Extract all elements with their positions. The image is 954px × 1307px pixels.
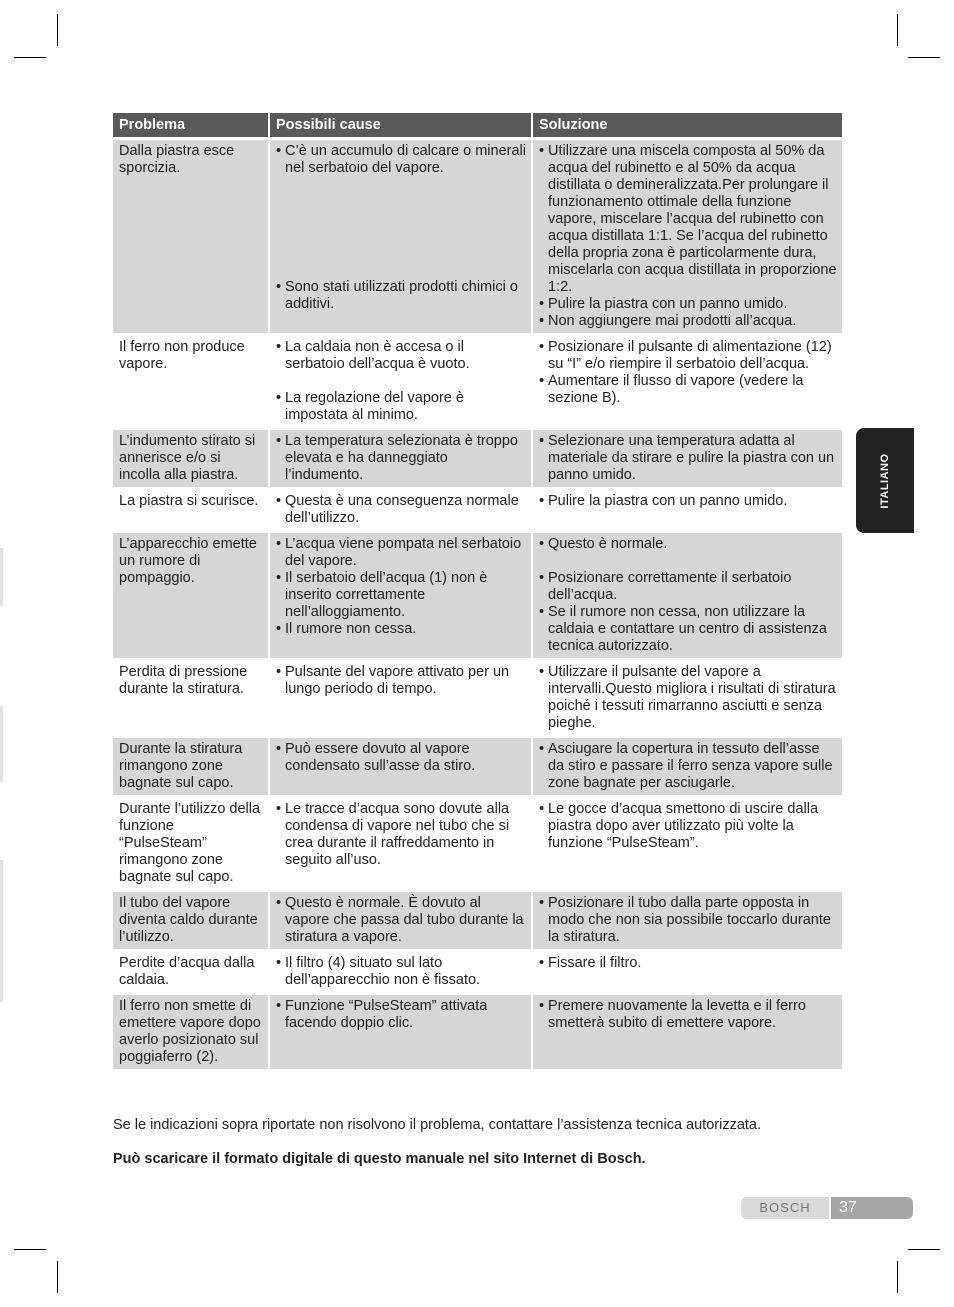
crop-mark xyxy=(57,1261,58,1293)
bullet-icon: • xyxy=(276,390,282,406)
bullet-item xyxy=(276,895,527,946)
bullet-text: Funzione “PulseSteam” attivata facendo doppio clic. xyxy=(285,998,488,1031)
language-tab-label: ITALIANO xyxy=(879,452,891,509)
cause-cell xyxy=(268,995,531,1069)
solution-cell xyxy=(531,336,842,427)
cause-cell xyxy=(268,661,531,735)
bullet-icon: • xyxy=(539,536,545,552)
bullet-icon: • xyxy=(539,493,545,509)
bullet-text: Sono stati utilizzati prodotti chimici o additivi. xyxy=(285,279,518,312)
cause-cell xyxy=(268,892,531,949)
bullet-item xyxy=(539,296,838,313)
table-row xyxy=(113,798,842,889)
edge-strip xyxy=(0,860,3,1002)
table-row xyxy=(113,952,842,992)
table-row xyxy=(113,533,842,658)
problem-cell: L’indumento stirato si annerisce e/o si incolla alla piastra. xyxy=(119,433,256,483)
troubleshooting-table xyxy=(113,113,842,1072)
solution-cell xyxy=(531,140,842,333)
bullet-item xyxy=(539,339,838,373)
problem-cell: Il ferro non produce vapore. xyxy=(119,339,245,372)
solution-cell xyxy=(531,798,842,889)
bullet-text: C’è un accumulo di calcare o minerali nel serbatoio del vapore. xyxy=(285,143,526,176)
bullet-item xyxy=(539,801,838,852)
problem-cell: Durante la stiratura rimangono zone bagnate sul capo. xyxy=(119,741,243,791)
bullet-text: Posizionare il tubo dalla parte opposta in modo che non sia possibile toccarlo durante la stiratura. xyxy=(548,895,831,945)
crop-mark xyxy=(908,57,940,58)
bullet-item xyxy=(539,373,838,407)
bullet-text: Asciugare la copertura in tessuto dell’asse da stiro e passare il ferro senza vapore sulle zone bagnate per asciugarle. xyxy=(548,741,833,791)
bullet-text: Utilizzare una miscela composta al 50% da acqua del rubinetto e al 50% da acqua distillata o demineralizzata.Per prolungare il funzionamento ottimale della funzione vapore, miscelare l’acqua del rubinetto con acqua distillata 1:1. Se l’acqua del rubinetto della propria zona è particolarmente dura, miscelarla con acqua distillata in proporzione 1:2. xyxy=(548,143,837,295)
solution-cell xyxy=(531,995,842,1069)
cause-cell xyxy=(268,140,531,333)
bullet-item xyxy=(539,741,838,792)
table-row xyxy=(113,140,842,333)
bullet-text: Fissare il filtro. xyxy=(548,955,642,971)
bullet-text: Pulire la piastra con un panno umido. xyxy=(548,296,788,312)
solution-cell xyxy=(531,661,842,735)
bullet-item xyxy=(276,998,527,1032)
bullet-text: Utilizzare il pulsante del vapore a intervalli.Questo migliora i risultati di stiratura poiché i tessuti rimarranno asciutti e senza pieghe. xyxy=(548,664,836,731)
bullet-icon: • xyxy=(276,621,282,637)
header-problema: Problema xyxy=(113,113,268,137)
crop-mark xyxy=(897,1261,898,1293)
bullet-spacer xyxy=(276,194,527,211)
bullet-text: Pulire la piastra con un panno umido. xyxy=(548,493,788,509)
bullet-icon: • xyxy=(276,664,282,680)
bullet-text: Le gocce d’acqua smettono di uscire dalla piastra dopo aver utilizzato più volte la funzione “PulseSteam”. xyxy=(548,801,819,851)
bullet-item xyxy=(539,998,838,1032)
bullet-icon: • xyxy=(539,296,545,312)
bullet-icon: • xyxy=(539,604,545,620)
table-row xyxy=(113,490,842,530)
bullet-icon: • xyxy=(539,998,545,1014)
page-number: 37 xyxy=(831,1197,913,1219)
cause-cell xyxy=(268,490,531,530)
bullet-item xyxy=(276,664,527,698)
bullet-item xyxy=(276,536,527,570)
table-row xyxy=(113,430,842,487)
cause-cell xyxy=(268,533,531,658)
bullet-text: Pulsante del vapore attivato per un lungo periodo di tempo. xyxy=(285,664,510,697)
solution-cell xyxy=(531,533,842,658)
bullet-spacer xyxy=(276,373,527,390)
problem-cell: Dalla piastra esce sporcizia. xyxy=(119,143,235,176)
solution-cell xyxy=(531,490,842,530)
problem-cell: Il ferro non smette di emettere vapore dopo averlo posizionato sul poggiaferro (2). xyxy=(119,998,261,1065)
problem-cell: Perdite d’acqua dalla caldaia. xyxy=(119,955,255,988)
problem-cell: Il tubo del vapore diventa caldo durante l’utilizzo. xyxy=(119,895,258,945)
bullet-text: La caldaia non è accesa o il serbatoio dell’acqua è vuoto. xyxy=(285,339,470,372)
bullet-text: Questo è normale. xyxy=(548,536,668,552)
bullet-icon: • xyxy=(276,895,282,911)
bullet-item xyxy=(539,955,838,972)
table-row xyxy=(113,336,842,427)
bullet-icon: • xyxy=(276,433,282,449)
solution-cell xyxy=(531,892,842,949)
bullet-item xyxy=(276,339,527,373)
help-note: Se le indicazioni sopra riportate non risolvono il problema, contattare l’assistenza tecnica autorizzata. xyxy=(113,1117,762,1133)
bullet-icon: • xyxy=(276,741,282,757)
crop-mark xyxy=(897,14,898,46)
bullet-item xyxy=(539,313,838,330)
bullet-icon: • xyxy=(539,741,545,757)
bullet-text: Premere nuovamente la levetta e il ferro smetterà subito di emettere vapore. xyxy=(548,998,806,1031)
header-cause: Possibili cause xyxy=(268,113,531,137)
bullet-icon: • xyxy=(276,998,282,1014)
bullet-text: L’acqua viene pompata nel serbatoio del vapore. xyxy=(285,536,522,569)
bullet-icon: • xyxy=(276,143,282,159)
bullet-icon: • xyxy=(539,895,545,911)
header-soluzione: Soluzione xyxy=(531,113,842,137)
bullet-spacer xyxy=(276,211,527,228)
problem-cell: La piastra si scurisce. xyxy=(119,493,259,509)
crop-mark xyxy=(14,57,46,58)
bullet-icon: • xyxy=(539,339,545,355)
bullet-item xyxy=(539,493,838,510)
bullet-item xyxy=(276,570,527,621)
bullet-icon: • xyxy=(276,339,282,355)
bullet-item xyxy=(539,143,838,296)
bullet-icon: • xyxy=(276,493,282,509)
table-row xyxy=(113,892,842,949)
solution-cell xyxy=(531,738,842,795)
bullet-icon: • xyxy=(276,570,282,586)
bullet-item xyxy=(539,570,838,604)
table-header xyxy=(113,113,842,137)
bullet-text: Non aggiungere mai prodotti all’acqua. xyxy=(548,313,797,329)
bullet-icon: • xyxy=(539,955,545,971)
bullet-icon: • xyxy=(539,664,545,680)
bullet-icon: • xyxy=(276,801,282,817)
bullet-icon: • xyxy=(539,801,545,817)
bullet-item xyxy=(276,955,527,989)
bullet-text: Il serbatoio dell’acqua (1) non è inserito correttamente nell’alloggiamento. xyxy=(285,570,488,620)
bullet-icon: • xyxy=(539,373,545,389)
bullet-spacer xyxy=(276,228,527,245)
bullet-text: Posizionare il pulsante di alimentazione (12) su “I” e/o riempire il serbatoio dell’acqua. xyxy=(548,339,832,372)
problem-cell: L’apparecchio emette un rumore di pompaggio. xyxy=(119,536,257,586)
bullet-text: Aumentare il flusso di vapore (vedere la sezione B). xyxy=(548,373,804,406)
bullet-icon: • xyxy=(276,279,282,295)
table-body xyxy=(113,140,842,1069)
bullet-item xyxy=(276,621,527,638)
bullet-text: Le tracce d’acqua sono dovute alla condensa di vapore nel tubo che si crea durante il raffreddamento in seguito all’uso. xyxy=(285,801,510,868)
crop-mark xyxy=(908,1249,940,1250)
cause-cell xyxy=(268,336,531,427)
edge-strip xyxy=(0,548,3,606)
cause-cell xyxy=(268,738,531,795)
table-row xyxy=(113,995,842,1069)
bullet-icon: • xyxy=(539,313,545,329)
bullet-item xyxy=(539,536,838,553)
bullet-icon: • xyxy=(276,536,282,552)
bullet-item xyxy=(276,433,527,484)
bullet-text: Può essere dovuto al vapore condensato sull’asse da stiro. xyxy=(285,741,476,774)
bullet-item xyxy=(539,664,838,732)
bullet-icon: • xyxy=(539,143,545,159)
bullet-spacer xyxy=(276,245,527,262)
bullet-spacer xyxy=(539,553,838,570)
bullet-item xyxy=(539,895,838,946)
crop-mark xyxy=(57,14,58,46)
table-row xyxy=(113,661,842,735)
bullet-icon: • xyxy=(539,433,545,449)
cause-cell xyxy=(268,430,531,487)
solution-cell xyxy=(531,430,842,487)
bullet-item xyxy=(276,143,527,177)
bullet-text: Selezionare una temperatura adatta al materiale da stirare e pulire la piastra con un panno umido. xyxy=(548,433,835,483)
bullet-item xyxy=(276,741,527,775)
solution-cell xyxy=(531,952,842,992)
bullet-text: La regolazione del vapore è impostata al minimo. xyxy=(285,390,464,423)
bullet-item xyxy=(276,801,527,869)
bullet-text: Il filtro (4) situato sul lato dell’apparecchio non è fissato. xyxy=(285,955,481,988)
bullet-spacer xyxy=(276,262,527,279)
bullet-item xyxy=(276,279,527,313)
edge-strip xyxy=(0,706,3,782)
problem-cell: Durante l’utilizzo della funzione “PulseSteam” rimangono zone bagnate sul capo. xyxy=(119,801,261,885)
cause-cell xyxy=(268,952,531,992)
problem-cell: Perdita di pressione durante la stiratura. xyxy=(119,664,248,697)
language-tab xyxy=(856,428,914,533)
bullet-item xyxy=(539,604,838,655)
bullet-text: Questa è una conseguenza normale dell’utilizzo. xyxy=(285,493,519,526)
footer-brand: BOSCH xyxy=(741,1197,829,1219)
bullet-item xyxy=(276,390,527,424)
bullet-item xyxy=(539,433,838,484)
bullet-spacer xyxy=(276,177,527,194)
cause-cell xyxy=(268,798,531,889)
bullet-text: Se il rumore non cessa, non utilizzare la caldaia e contattare un centro di assistenza tecnica autorizzato. xyxy=(548,604,827,654)
bullet-text: Questo è normale. È dovuto al vapore che passa dal tubo durante la stiratura a vapore. xyxy=(285,895,524,945)
bullet-icon: • xyxy=(276,955,282,971)
bullet-item xyxy=(276,493,527,527)
bullet-text: Posizionare correttamente il serbatoio dell’acqua. xyxy=(548,570,792,603)
download-note: Può scaricare il formato digitale di questo manuale nel sito Internet di Bosch. xyxy=(113,1151,646,1167)
bullet-text: La temperatura selezionata è troppo elevata e ha danneggiato l’indumento. xyxy=(285,433,518,483)
table-row xyxy=(113,738,842,795)
bullet-icon: • xyxy=(539,570,545,586)
crop-mark xyxy=(14,1249,46,1250)
bullet-text: Il rumore non cessa. xyxy=(285,621,417,637)
